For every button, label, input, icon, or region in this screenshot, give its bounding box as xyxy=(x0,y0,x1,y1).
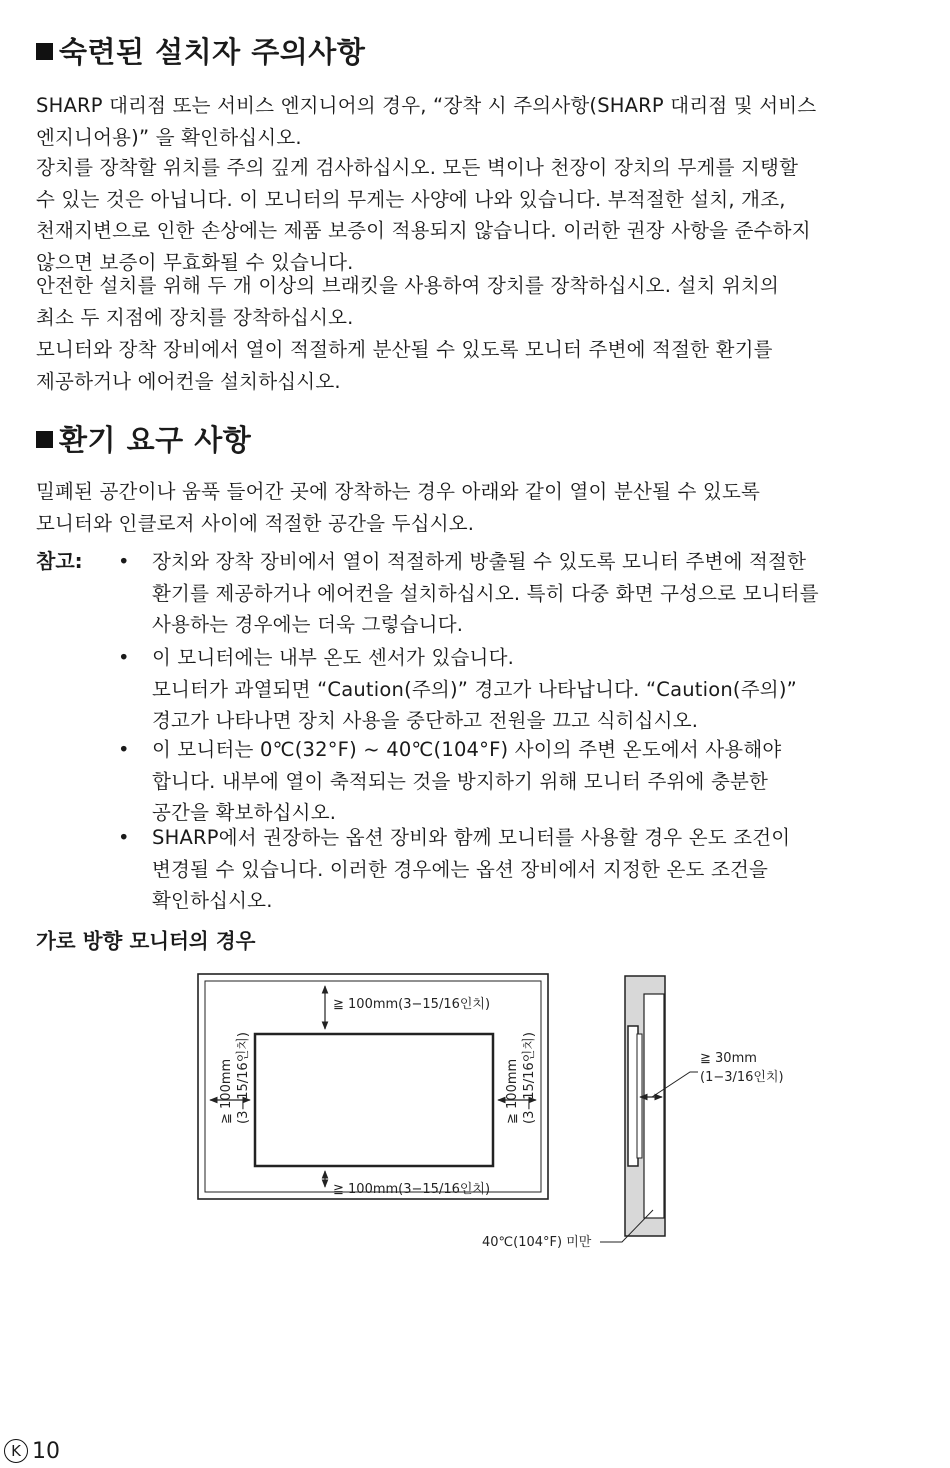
section-title-text: 환기 요구 사항 xyxy=(59,423,252,457)
depth-gap-label-2: (1−3/16인치) xyxy=(700,1070,784,1085)
page-footer xyxy=(4,1436,60,1466)
monitor-front xyxy=(255,1034,493,1166)
section-title-ventilation xyxy=(36,422,251,458)
right-gap-label-1: ≧ 100mm xyxy=(505,1058,520,1124)
clearance-diagram xyxy=(0,966,950,1266)
paragraph-brackets: 안전한 설치를 위해 두 개 이상의 브래킷을 사용하여 장치를 장착하십시오. 설치 위치의 최소 두 지점에 장치를 장착하십시오. xyxy=(36,274,780,329)
square-bullet-icon xyxy=(36,431,53,448)
page-number: 10 xyxy=(32,1438,60,1464)
note-item: 장치와 장착 장비에서 열이 적절하게 방출될 수 있도록 모니터 주변에 적절한 환기를 제공하거나 에어컨을 설치하십시오. 특히 다중 화면 구성으로 모니터를 사용하는 경우에는 더욱 그렇습니다. xyxy=(152,550,819,636)
section-title-installer-precautions xyxy=(36,34,365,70)
section-title-text: 숙련된 설치자 주의사항 xyxy=(59,35,366,69)
paragraph-dealer-notice: SHARP 대리점 또는 서비스 엔지니어의 경우, “장착 시 주의사항(SHARP 대리점 및 서비스 엔지니어용)” 을 확인하십시오. xyxy=(36,94,817,149)
depth-gap-label-1: ≧ 30mm xyxy=(700,1051,757,1066)
paragraph-mounting-location: 장치를 장착할 위치를 주의 깊게 검사하십시오. 모든 벽이나 천장이 장치의 무게를 지탱할 수 있는 것은 아닙니다. 이 모니터의 무게는 사양에 나와 있습니다. 부적절한 설치, 개조, 천재지변으로 인한 손상에는 제품 보증이 적용되지 않습니다. 이러한 권장 사항을 준수하지 않으면 보증이 무효화될 수 있습니다. xyxy=(36,156,811,274)
top-gap-label: ≧ 100mm(3−15/16인치) xyxy=(333,997,491,1012)
note-item: 이 모니터는 0℃(32°F) ~ 40℃(104°F) 사이의 주변 온도에서 사용해야 합니다. 내부에 열이 축적되는 것을 방지하기 위해 모니터 주위에 충분한 공간을 확보하십시오. xyxy=(152,738,782,824)
temperature-label: 40℃(104°F) 미만 xyxy=(482,1235,592,1250)
wall-cavity xyxy=(644,994,664,1218)
bullet-icon: • xyxy=(118,646,130,669)
paragraph-enclosure-spacing: 밀폐된 공간이나 움푹 들어간 곳에 장착하는 경우 아래와 같이 열이 분산될 수 있도록 모니터와 인클로저 사이에 적절한 공간을 두십시오. xyxy=(36,480,761,535)
left-gap-label-1: ≧ 100mm xyxy=(219,1058,234,1124)
paragraph-ventilation: 모니터와 장착 장비에서 열이 적절하게 분산될 수 있도록 모니터 주변에 적절한 환기를 제공하거나 에어컨을 설치하십시오. xyxy=(36,338,773,393)
right-gap-label-2: (3−15/16인치) xyxy=(522,1032,537,1124)
note-item: 이 모니터에는 내부 온도 센서가 있습니다. 모니터가 과열되면 “Caution(주의)” 경고가 나타납니다. “Caution(주의)” 경고가 나타나면 장치 사용을 중단하고 전원을 끄고 식히십시오. xyxy=(152,646,797,732)
square-bullet-icon xyxy=(36,43,53,60)
bullet-icon: • xyxy=(118,550,130,573)
note-item: SHARP에서 권장하는 옵션 장비와 함께 모니터를 사용할 경우 온도 조건이 변경될 수 있습니다. 이러한 경우에는 옵션 장비에서 지정한 온도 조건을 확인하십시오. xyxy=(152,826,791,912)
bullet-icon: • xyxy=(118,826,130,849)
bullet-icon: • xyxy=(118,738,130,761)
diagram-subtitle: 가로 방향 모니터의 경우 xyxy=(36,929,256,953)
left-gap-label-2: (3−15/16인치) xyxy=(236,1032,251,1124)
language-k-icon: K xyxy=(4,1439,28,1463)
monitor-side-bracket xyxy=(637,1034,642,1158)
note-label: 참고: xyxy=(36,549,83,573)
bottom-gap-label: ≧ 100mm(3−15/16인치) xyxy=(333,1182,491,1197)
